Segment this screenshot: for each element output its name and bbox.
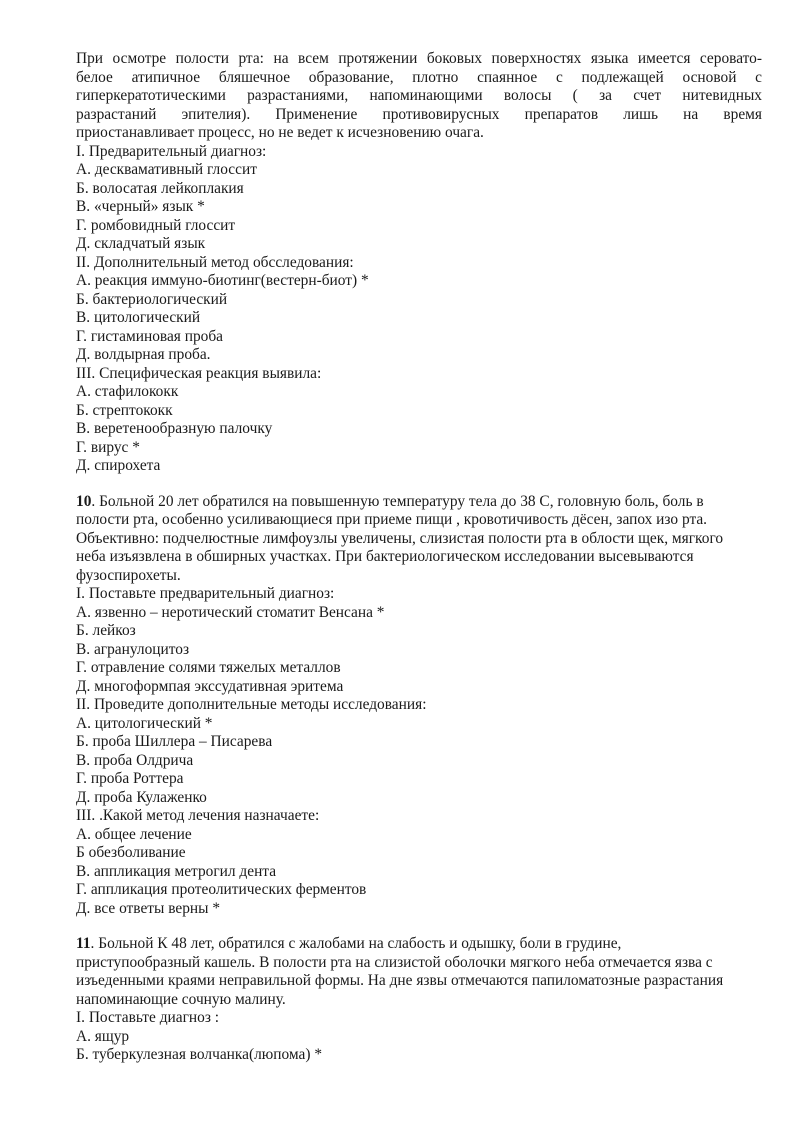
answer-option: Б. проба Шиллера – Писарева [76,733,273,750]
answer-option: В. веретенообразную палочку [76,420,273,437]
section-spacer [76,918,762,935]
answer-option: Д. складчатый язык [76,235,206,252]
question-title: III. .Какой метод лечения назначаете: [76,807,320,824]
answer-option: В. проба Олдрича [76,751,194,769]
paragraph-line: фузоспирохеты. [76,566,181,584]
section-spacer [76,476,762,493]
paragraph-line: приступообразный кашель. В полости рта на слизистой оболочки мягкого неба отмечается язва с [76,953,713,971]
document-page [76,50,762,1065]
paragraph-text: . Больной 20 лет обратился на повышенную температуру тела до 38 С, головную боль, боль в [91,492,704,510]
answer-option: Б. волосатая лейкоплакия [76,179,244,197]
case-10-question-1 [76,585,762,696]
paragraph-line: приостанавливает процесс, но не ведет к исчезновению очага. [76,124,484,141]
question-title: I. Поставьте диагноз : [76,1009,220,1026]
paragraph-line: полости рта, особенно усиливающиеся при приеме пищи , кровотичивость дёсен, запох изо рта. [76,511,708,528]
answer-option: А. цитологический * [76,714,213,732]
paragraph-line: неба изъязвлена в обширных участках. При бактериологическом исследовании высевываются [76,548,694,565]
paragraph-line: Объективно: подчелюстные лимфоузлы увеличены, слизистая полости рта в облости щек, мягкого [76,529,724,547]
answer-option: Д. многоформпая экссудативная эритема [76,677,344,695]
question-title: II. Дополнительный метод обсследования: [76,253,354,271]
answer-option: Г. гистаминовая проба [76,327,223,345]
case-11-description [76,935,762,1009]
answer-option: Д. волдырная проба. [76,346,211,363]
answer-option: Б. стрептококк [76,401,173,419]
case-10-description [76,493,762,586]
answer-option: Д. проба Кулаженко [76,788,207,806]
question-title: I. Поставьте предварительный диагноз: [76,585,335,602]
answer-option: Г. вирус * [76,438,140,456]
answer-option: Б. бактериологический [76,290,228,308]
answer-option: А. ящур [76,1027,130,1045]
case-9-question-3 [76,365,762,476]
paragraph-line: При осмотре полости рта: на всем протяжении боковых поверхностях языка имеется серовато- [76,50,762,67]
answer-option: В. агранулоцитоз [76,640,190,658]
answer-option: Г. проба Роттера [76,770,184,787]
case-number: 11 [76,935,91,952]
question-title: I. Предварительный диагноз: [76,142,267,160]
answer-option: А. десквамативный глоссит [76,161,257,178]
answer-option: Г. ромбовидный глоссит [76,216,236,234]
paragraph-line: разрастаний эпителия). Применение противовирусных препаратов лишь на время [76,105,762,123]
question-title: III. Специфическая реакция выявила: [76,364,322,382]
answer-option: Б обезболивание [76,844,186,861]
answer-option: В. «черный» язык * [76,198,205,215]
answer-option: А. общее лечение [76,825,192,843]
answer-option: Д. все ответы верны * [76,899,221,917]
answer-option: А. реакция иммуно-биотинг(вестерн-биот) * [76,272,369,289]
question-title: II. Проведите дополнительные методы исследования: [76,696,427,713]
answer-option: Г. отравление солями тяжелых металлов [76,659,341,676]
paragraph-line: напоминающие сочную малину. [76,990,286,1008]
case-10-question-2 [76,696,762,807]
paragraph-line: белое атипичное бляшечное образование, плотно спаянное с подлежащей основой с [76,68,762,86]
paragraph-line: гиперкератотическими разрастаниями, напоминающими волосы ( за счет нитевидных [76,87,762,104]
case-10-question-3 [76,807,762,918]
case-11-question-1 [76,1009,762,1065]
case-9-description [76,50,762,143]
paragraph-line [76,935,762,954]
answer-option: Б. лейкоз [76,622,136,639]
paragraph-line [76,493,762,512]
answer-option: Г. аппликация протеолитических ферментов [76,881,367,898]
answer-option: В. цитологический [76,309,201,326]
paragraph-line: изъеденными краями неправильной формы. На дне язвы отмечаются папиломатозные разрастания [76,972,724,989]
case-9-question-1 [76,143,762,254]
case-9-question-2 [76,254,762,365]
answer-option: А. стафилококк [76,383,179,400]
answer-option: Д. спирохета [76,457,161,474]
paragraph-text: . Больной К 48 лет, обратился с жалобами на слабость и одышку, боли в грудине, [90,935,622,952]
answer-option: А. язвенно – неротический стоматит Венсана * [76,603,385,621]
answer-option: В. аппликация метрогил дента [76,862,277,880]
answer-option: Б. туберкулезная волчанка(люпома) * [76,1046,323,1063]
case-number: 10 [76,492,92,510]
